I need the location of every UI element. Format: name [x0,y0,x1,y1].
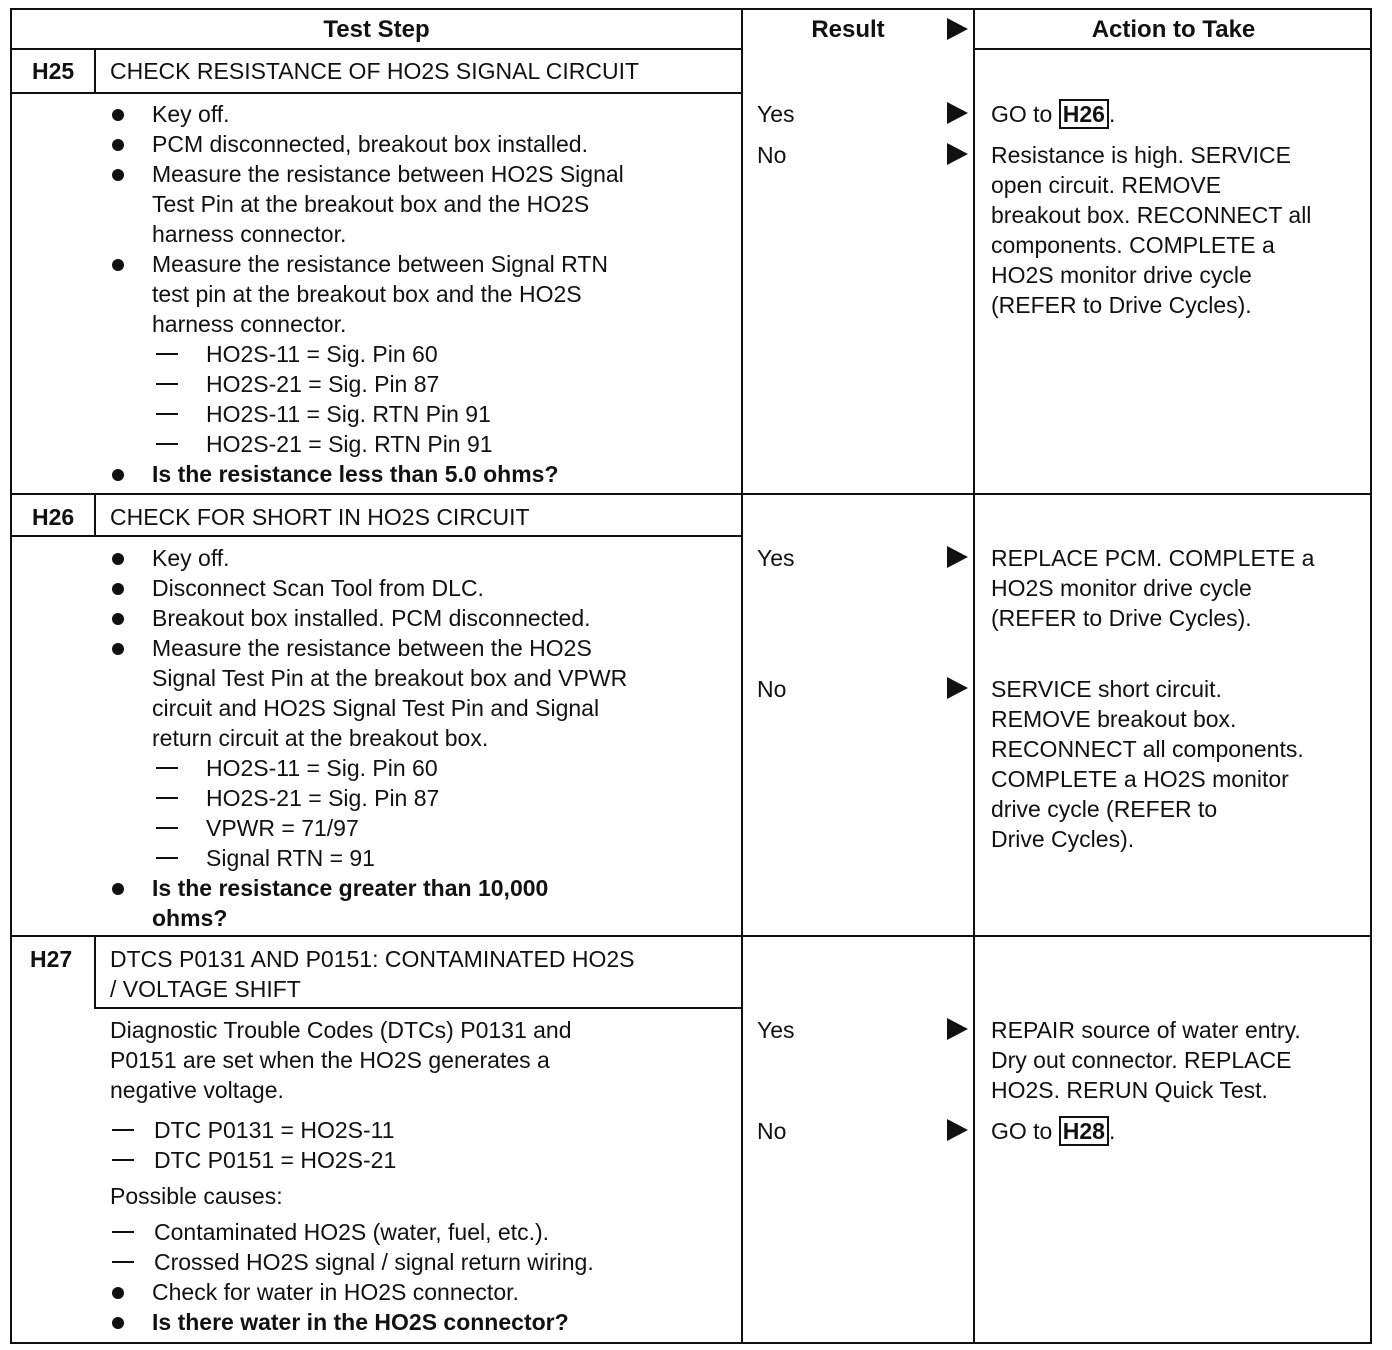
header-arrow-icon [947,18,968,40]
step-line [110,159,730,189]
step-body [110,99,730,489]
column-divider [973,10,975,1342]
step-line [110,1045,730,1075]
step-line [110,279,730,309]
action-line: SERVICE short circuit. [991,676,1222,702]
bullet-icon [112,259,124,271]
step-line-text: HO2S-21 = Sig. Pin 87 [206,371,440,397]
step-line-text: HO2S-21 = Sig. RTN Pin 91 [206,431,493,457]
step-line [110,339,730,369]
step-line [110,663,730,693]
bullet-icon [112,109,124,121]
step-line [110,633,730,663]
step-line [110,1145,730,1175]
result-no: No [757,676,787,702]
action-line-text: GO to [991,1118,1059,1144]
header-test-step: Test Step [323,16,430,43]
step-line-text: Measure the resistance between Signal RTN [152,251,608,277]
step-line [110,459,730,489]
step-line [110,1181,730,1211]
step-title: CHECK FOR SHORT IN HO2S CIRCUIT [110,504,530,530]
step-line [110,1307,730,1337]
step-line [110,693,730,723]
step-line-text: Test Pin at the breakout box and the HO2S [152,191,590,217]
step-id: H27 [30,946,73,972]
row-divider [12,935,1372,937]
bullet-icon [112,1287,124,1299]
step-line-text: VPWR = 71/97 [206,815,359,841]
bullet-icon [112,883,124,895]
step-body [110,543,730,933]
action-line: REPLACE PCM. COMPLETE a [991,545,1315,571]
action-line: components. COMPLETE a [991,232,1275,258]
step-line [110,369,730,399]
step-line-text: HO2S-11 = Sig. Pin 60 [206,341,438,367]
action-line: breakout box. RECONNECT all [991,202,1312,228]
step-line [110,603,730,633]
step-line [110,543,730,573]
result-arrow-icon [947,1119,968,1141]
step-line-text: negative voltage. [110,1077,284,1103]
step-line-text: Signal Test Pin at the breakout box and VPWR [152,665,628,691]
step-title [110,944,634,1004]
bullet-icon [112,169,124,181]
bullet-icon [112,139,124,151]
step-line-text: Key off. [152,101,230,127]
step-line-text: Breakout box installed. PCM disconnected. [152,605,591,631]
step-line-text: Check for water in HO2S connector. [152,1279,519,1305]
step-line-text: harness connector. [152,221,347,247]
result-arrow-icon [947,1018,968,1040]
step-line [110,1277,730,1307]
action-line: RECONNECT all components. [991,736,1304,762]
step-line-text: test pin at the breakout box and the HO2S [152,281,582,307]
action-line: Resistance is high. SERVICE [991,142,1291,168]
step-line [110,429,730,459]
step-line [110,189,730,219]
step-line [110,1115,730,1145]
action-text [991,1015,1301,1105]
step-line-text: P0151 are set when the HO2S generates a [110,1047,550,1073]
action-line: drive cycle (REFER to [991,796,1218,822]
step-line-text: DTC P0151 = HO2S-21 [154,1147,397,1173]
title-underline [12,535,741,537]
dash-icon [156,857,178,859]
step-line [110,219,730,249]
step-line-text: Contaminated HO2S (water, fuel, etc.). [154,1219,550,1245]
result-yes: Yes [757,545,795,571]
action-text [991,543,1314,633]
result-arrow-icon [947,143,968,165]
action-line [991,99,1115,129]
bullet-icon [112,583,124,595]
action-line: REPAIR source of water entry. [991,1017,1301,1043]
step-line [110,723,730,753]
action-line: (REFER to Drive Cycles). [991,605,1252,631]
step-line-text: Key off. [152,545,230,571]
header-result: Result [811,16,885,43]
step-title-line: DTCS P0131 AND P0151: CONTAMINATED HO2S [110,946,635,972]
header-divider [975,48,1372,50]
step-line-text: Crossed HO2S signal / signal return wiring. [154,1249,594,1275]
action-line: HO2S. RERUN Quick Test. [991,1077,1268,1103]
action-text [991,1116,1115,1146]
step-line-text: Measure the resistance between the HO2S [152,635,592,661]
step-line-text: HO2S-11 = Sig. RTN Pin 91 [206,401,491,427]
action-text [991,140,1311,320]
column-divider [741,10,743,1342]
action-line: REMOVE breakout box. [991,706,1237,732]
result-no: No [757,1118,787,1144]
step-id: H25 [32,58,75,84]
step-line-text: circuit and HO2S Signal Test Pin and Signal [152,695,600,721]
step-line [110,753,730,783]
step-line-text: Signal RTN = 91 [206,845,375,871]
step-line-text: HO2S-11 = Sig. Pin 60 [206,755,438,781]
bullet-icon [112,1317,124,1329]
dash-icon [112,1261,134,1263]
action-text [991,99,1115,129]
title-underline [94,1007,741,1009]
action-line: Drive Cycles). [991,826,1135,852]
step-line-text: ohms? [152,905,228,931]
step-line-text: Diagnostic Trouble Codes (DTCs) P0131 and [110,1017,572,1043]
step-line-text: Measure the resistance between HO2S Signal [152,161,624,187]
step-line-text: Is the resistance greater than 10,000 [152,875,549,901]
step-line [110,783,730,813]
step-id: H26 [32,504,75,530]
bullet-icon [112,643,124,655]
title-underline [12,92,94,94]
header-divider [12,48,741,50]
step-id-divider [94,50,96,94]
result-arrow-icon [947,546,968,568]
action-line: HO2S monitor drive cycle [991,262,1252,288]
action-line-text: GO to [991,101,1059,127]
step-line [110,813,730,843]
action-line-text: . [1108,101,1116,127]
step-line [110,1075,730,1105]
bullet-icon [112,553,124,565]
dash-icon [156,827,178,829]
step-line [110,903,730,933]
step-line [110,249,730,279]
step-line-text: harness connector. [152,311,347,337]
result-arrow-icon [947,677,968,699]
bullet-icon [112,613,124,625]
step-line [110,1015,730,1045]
action-line-text: . [1108,1118,1116,1144]
step-line-text: DTC P0131 = HO2S-11 [154,1117,395,1143]
title-underline [94,92,741,94]
step-line [110,399,730,429]
bullet-icon [112,469,124,481]
step-line-text: PCM disconnected, breakout box installed. [152,131,588,157]
step-line-text: Is the resistance less than 5.0 ohms? [152,461,559,487]
dash-icon [112,1231,134,1233]
step-id-divider [94,937,96,1009]
step-reference: H28 [1059,1116,1109,1146]
action-line [991,1116,1115,1146]
step-body [110,1015,730,1337]
step-line-text: return circuit at the breakout box. [152,725,489,751]
dash-icon [112,1159,134,1161]
dash-icon [156,383,178,385]
dash-icon [156,767,178,769]
action-text [991,674,1304,854]
step-line-text: Possible causes: [110,1183,283,1209]
action-line: HO2S monitor drive cycle [991,575,1252,601]
row-divider [12,493,1372,495]
step-line [110,1217,730,1247]
step-line [110,309,730,339]
step-line-text: Is there water in the HO2S connector? [152,1309,569,1335]
dash-icon [156,353,178,355]
action-line: open circuit. REMOVE [991,172,1222,198]
result-arrow-icon [947,102,968,124]
result-yes: Yes [757,1017,795,1043]
header-action: Action to Take [1091,16,1256,43]
step-title: CHECK RESISTANCE OF HO2S SIGNAL CIRCUIT [110,58,640,84]
result-yes: Yes [757,101,795,127]
dash-icon [156,443,178,445]
step-id-divider [94,495,96,537]
step-line-text: Disconnect Scan Tool from DLC. [152,575,484,601]
action-line: Dry out connector. REPLACE [991,1047,1292,1073]
step-line [110,843,730,873]
dash-icon [156,797,178,799]
step-title-line: / VOLTAGE SHIFT [110,976,301,1002]
step-line [110,99,730,129]
step-line [110,573,730,603]
step-line [110,873,730,903]
action-line: COMPLETE a HO2S monitor [991,766,1289,792]
step-reference: H26 [1059,99,1109,129]
step-line [110,129,730,159]
diagnostic-table [10,8,1372,1344]
result-no: No [757,142,787,168]
action-line: (REFER to Drive Cycles). [991,292,1252,318]
dash-icon [156,413,178,415]
dash-icon [112,1129,134,1131]
step-line-text: HO2S-21 = Sig. Pin 87 [206,785,440,811]
step-line [110,1247,730,1277]
